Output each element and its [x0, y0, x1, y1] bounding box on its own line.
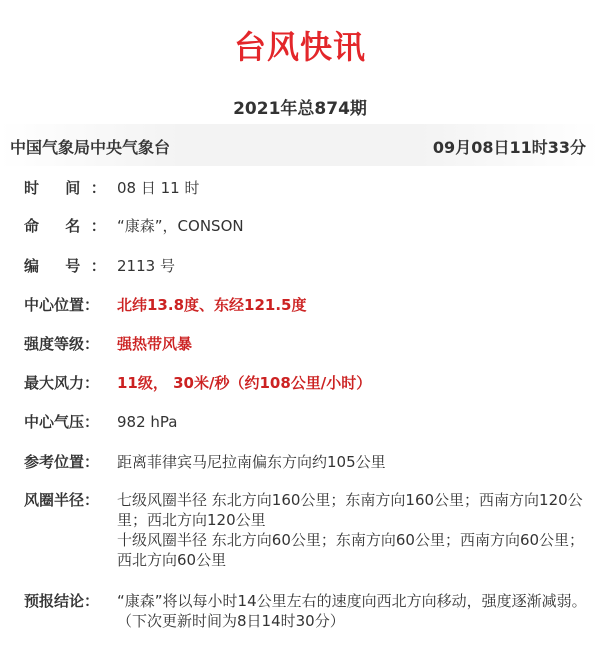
field-radius-value	[117, 490, 587, 570]
field-reference-value: 距离菲律宾马尼拉南偏东方向约105公里	[117, 453, 386, 471]
field-center-label: 中心位置：	[24, 296, 100, 314]
field-forecast-value	[117, 591, 587, 631]
field-pressure-value: 982 hPa	[117, 413, 178, 431]
field-max-wind-label: 最大风力：	[24, 374, 100, 392]
issue-number: 2021年总874期	[233, 99, 367, 119]
field-time-value: 08 日 11 时	[117, 179, 200, 197]
issuer-name: 中国气象局中央气象台	[10, 138, 171, 157]
field-name-value: “康森”，CONSON	[117, 217, 244, 235]
field-pressure-label: 中心气压：	[24, 413, 100, 431]
field-intensity-value: 强热带风暴	[117, 335, 193, 353]
field-center-value: 北纬13.8度、东经121.5度	[117, 296, 307, 314]
field-forecast-label: 预报结论：	[24, 592, 100, 610]
issue-time: 09月08日11时33分	[432, 138, 586, 157]
radius-7-level: 七级风圈半径 东北方向160公里；东南方向160公里；西南方向120公里；西北方向120公里	[117, 491, 583, 529]
forecast-next-update: （下次更新时间为8日14时30分）	[117, 612, 345, 630]
field-intensity-label: 强度等级：	[24, 335, 100, 353]
field-time-label: 时 间：	[24, 179, 117, 197]
field-reference-label: 参考位置：	[24, 453, 100, 471]
field-name-label: 命 名：	[24, 217, 117, 235]
radius-10-level: 十级风圈半径 东北方向60公里；东南方向60公里；西南方向60公里；西北方向60公里	[117, 531, 585, 569]
field-radius-label: 风圈半径：	[24, 491, 100, 509]
field-number-label: 编 号：	[24, 257, 117, 275]
field-max-wind-value: 11级， 30米/秒（约108公里/小时）	[117, 374, 372, 392]
page-title: 台风快讯	[233, 28, 366, 66]
field-number-value: 2113 号	[117, 257, 175, 275]
forecast-text: “康森”将以每小时14公里左右的速度向西北方向移动，强度逐渐减弱。	[117, 592, 587, 610]
